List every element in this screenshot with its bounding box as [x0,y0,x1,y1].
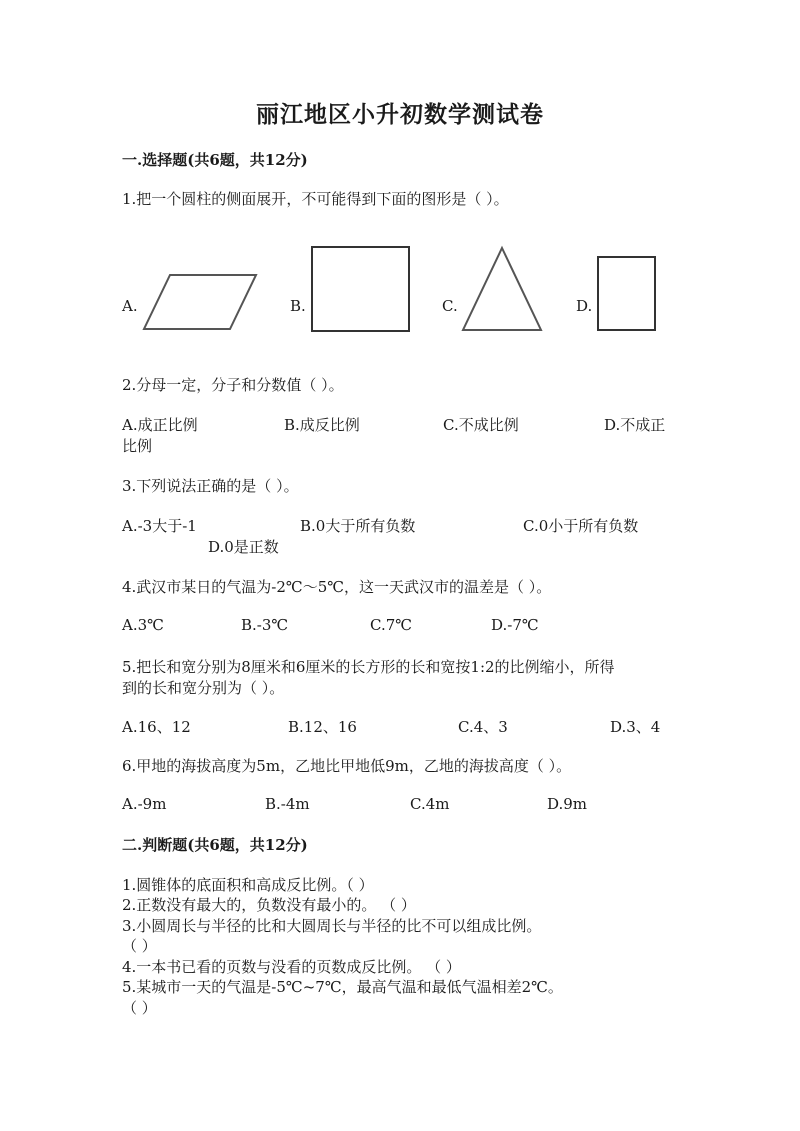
question-6: 6.甲地的海拔高度为5m，乙地比甲地低9m，乙地的海拔高度（ ）。 [122,757,572,775]
judge-item: 3.小圆周长与半径的比和大圆周长与半径的比不可以组成比例。 [122,917,542,935]
question-5-line2: 到的长和宽分别为（ ）。 [122,679,285,697]
q5-option-c: C.4、3 [458,718,508,736]
q4-option-c: C.7℃ [370,616,413,634]
q3-option-d: D.0是正数 [208,538,279,556]
q6-option-c: C.4m [410,795,450,813]
q2-option-c: C.不成比例 [443,416,519,434]
q2-option-a: A.成正比例 [122,416,198,434]
q3-option-c: C.0小于所有负数 [523,517,639,535]
judge-item-wrap: （ ） [122,999,157,1017]
q1-option-a-label: A. [122,297,138,315]
q3-option-a: A.-3大于-1 [122,517,197,535]
judge-item-wrap: （ ） [122,937,157,955]
rectangle-icon [597,256,657,331]
question-3: 3.下列说法正确的是（ ）。 [122,477,299,495]
question-2: 2.分母一定，分子和分数值（ ）。 [122,376,344,394]
q6-option-b: B.-4m [265,795,310,813]
q1-option-d-label: D. [576,297,593,315]
q2-option-d-wrap: 比例 [122,437,153,455]
square-icon [311,246,410,332]
question-5-line1: 5.把长和宽分别为8厘米和6厘米的长方形的长和宽按1:2的比例缩小，所得 [122,658,615,676]
q5-option-d: D.3、4 [610,718,661,736]
section-heading-judge: 二.判断题(共6题，共12分) [122,836,308,854]
q6-option-d: D.9m [547,795,588,813]
section-heading-choice: 一.选择题(共6题，共12分) [122,151,308,169]
q3-option-b: B.0大于所有负数 [300,517,416,535]
q4-option-d: D.-7℃ [491,616,539,634]
parallelogram-icon [142,273,258,331]
q2-option-b: B.成反比例 [284,416,360,434]
judge-item: 5.某城市一天的气温是-5℃~7℃，最高气温和最低气温相差2℃。 [122,978,563,996]
q5-option-b: B.12、16 [288,718,357,736]
judge-item: 4.一本书已看的页数与没看的页数成反比例。 （ ） [122,958,461,976]
judge-item: 1.圆锥体的底面积和高成反比例。（ ） [122,876,374,894]
page-title: 丽江地区小升初数学测试卷 [256,101,544,128]
q2-option-d: D.不成正 [604,416,666,434]
q4-option-a: A.3℃ [122,616,164,634]
question-4: 4.武汉市某日的气温为-2℃～5℃，这一天武汉市的温差是（ ）。 [122,578,552,596]
q6-option-a: A.-9m [122,795,167,813]
q5-option-a: A.16、12 [122,718,191,736]
q1-option-c-label: C. [442,297,458,315]
question-1: 1.把一个圆柱的侧面展开，不可能得到下面的图形是（ ）。 [122,190,509,208]
judge-item: 2.正数没有最大的，负数没有最小的。 （ ） [122,896,416,914]
q1-option-b-label: B. [290,297,306,315]
q4-option-b: B.-3℃ [241,616,289,634]
triangle-icon [461,246,543,332]
